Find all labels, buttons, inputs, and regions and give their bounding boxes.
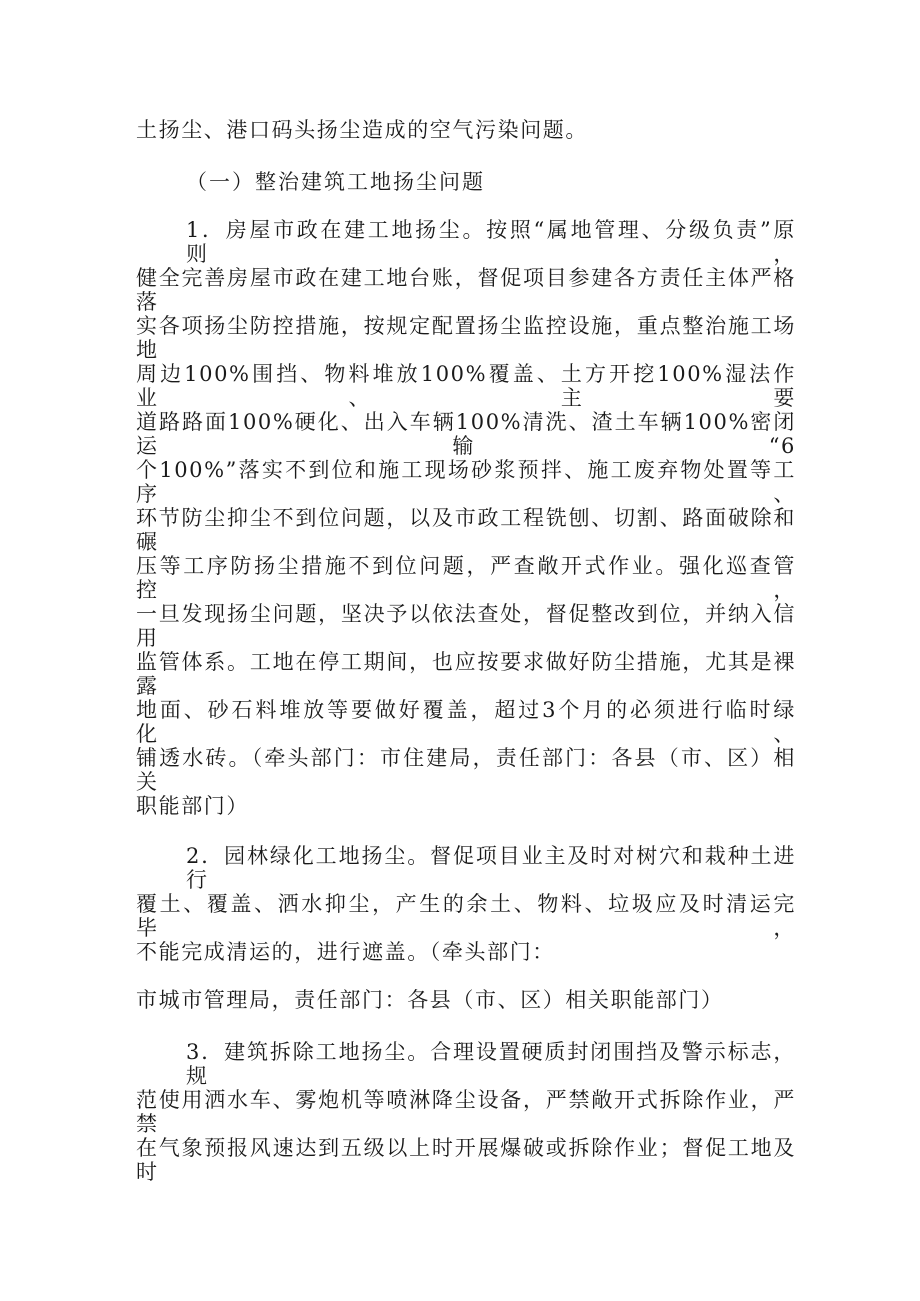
text-line: 市城市管理局，责任部门：各县（市、区）相关职能部门） (136, 988, 724, 1012)
text-line: 铺透水砖。（牵头部门：市住建局，责任部门：各县（市、区）相关 (136, 746, 796, 794)
section-heading: （一）整治建筑工地扬尘问题 (186, 170, 485, 194)
text-line: 一旦发现扬尘问题，坚决予以依法查处，督促整改到位，并纳入信用 (136, 602, 796, 650)
text-line: 周边100%围挡、物料堆放100%覆盖、土方开挖100%湿法作业、主要 (136, 362, 796, 410)
text-line: 土扬尘、港口码头扬尘造成的空气污染问题。 (136, 118, 588, 142)
text-line: 1．房屋市政在建工地扬尘。按照“属地管理、分级负责”原则， (186, 218, 796, 266)
text-line: 监管体系。工地在停工期间，也应按要求做好防尘措施，尤其是裸露 (136, 650, 796, 698)
text-line: 环节防尘抑尘不到位问题，以及市政工程铣刨、切割、路面破除和碾 (136, 506, 796, 554)
text-line: 在气象预报风速达到五级以上时开展爆破或拆除作业；督促工地及时 (136, 1136, 796, 1184)
text-line: 个100%”落实不到位和施工现场砂浆预拌、施工废弃物处置等工序、 (136, 458, 796, 506)
text-line: 地面、砂石料堆放等要做好覆盖，超过3个月的必须进行临时绿化、 (136, 698, 796, 746)
text-line: 压等工序防扬尘措施不到位问题，严查敞开式作业。强化巡查管控， (136, 554, 796, 602)
text-line: 职能部门） (136, 794, 249, 818)
text-line: 3．建筑拆除工地扬尘。合理设置硬质封闭围挡及警示标志，规 (186, 1040, 796, 1088)
text-line: 范使用洒水车、雾炮机等喷淋降尘设备，严禁敞开式拆除作业，严禁 (136, 1088, 796, 1136)
text-line: 实各项扬尘防控措施，按规定配置扬尘监控设施，重点整治施工场地 (136, 314, 796, 362)
text-line: 道路路面100%硬化、出入车辆100%清洗、渣土车辆100%密闭运输“6 (136, 410, 796, 458)
text-line: 不能完成清运的，进行遮盖。（牵头部门： (136, 940, 555, 964)
text-line: 健全完善房屋市政在建工地台账，督促项目参建各方责任主体严格落 (136, 266, 796, 314)
text-line: 覆土、覆盖、洒水抑尘，产生的余土、物料、垃圾应及时清运完毕， (136, 892, 796, 940)
text-line: 2．园林绿化工地扬尘。督促项目业主及时对树穴和栽种土进行 (186, 844, 796, 892)
